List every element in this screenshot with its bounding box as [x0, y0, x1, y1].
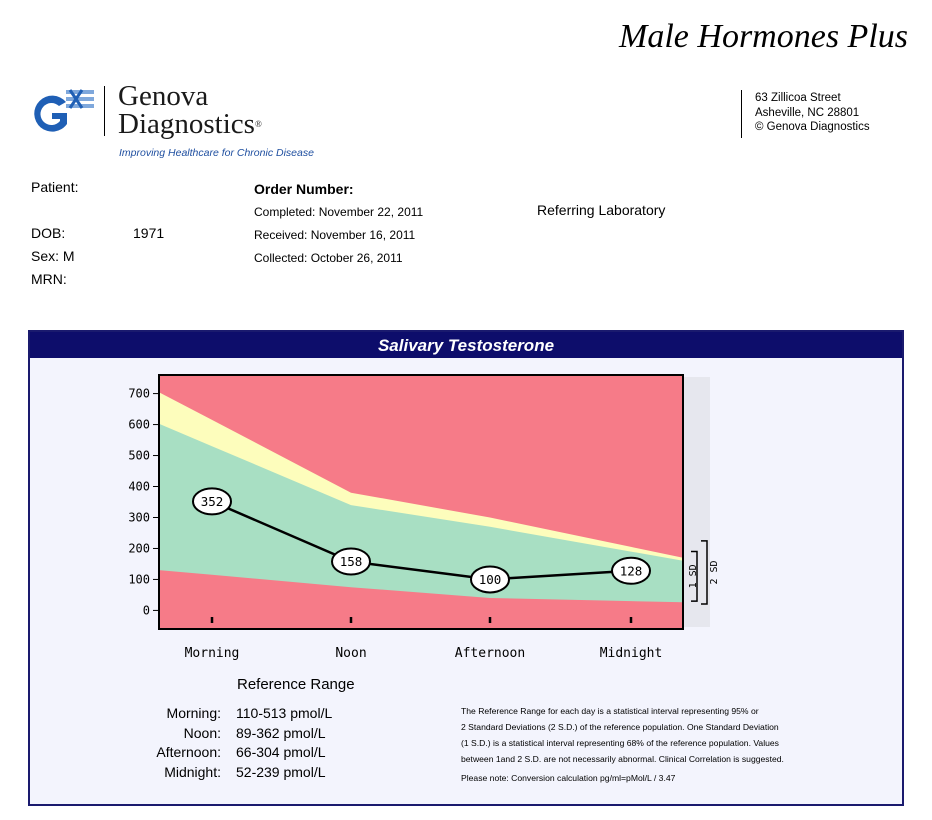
note-line: The Reference Range for each day is a statistical interval representing 95% or: [461, 706, 759, 716]
range-label: Noon:: [183, 724, 221, 741]
y-tick-label: 400: [128, 479, 150, 494]
data-label: 352: [200, 493, 224, 509]
report-title: Male Hormones Plus: [619, 18, 908, 55]
logo-divider: [104, 86, 105, 136]
testosterone-chart: [110, 365, 730, 675]
data-label: 100: [478, 571, 502, 587]
range-label: Morning:: [166, 705, 221, 721]
range-value: 66-304 pmol/L: [236, 744, 326, 760]
registered-mark: ®: [254, 119, 262, 129]
completed-date: Completed: November 22, 2011: [254, 205, 424, 219]
x-tick-label: Morning: [184, 646, 240, 661]
y-tick-label: 200: [128, 541, 150, 556]
address-divider: [741, 90, 742, 138]
address-copyright: © Genova Diagnostics: [755, 121, 870, 133]
collected-date: Collected: October 26, 2011: [254, 251, 403, 265]
sd-label: 1 SD: [688, 564, 699, 589]
referring-lab: Referring Laboratory: [537, 202, 666, 218]
range-label: Afternoon:: [156, 744, 221, 760]
y-tick-label: 100: [128, 572, 150, 587]
sd-label: 2 SD: [709, 560, 720, 585]
conversion-note: Please note: Conversion calculation pg/ml=pMol/L / 3.47: [461, 773, 676, 783]
x-tick-label: Midnight: [599, 646, 663, 661]
range-value: 110-513 pmol/L: [236, 705, 333, 721]
order-number-label: Order Number:: [254, 181, 354, 197]
range-label: Midnight:: [164, 763, 221, 780]
note-line: between 1and 2 S.D. are not necessarily abnormal. Clinical Correlation is suggested.: [461, 754, 784, 764]
reference-range-title: Reference Range: [237, 676, 355, 693]
data-label: 158: [339, 553, 363, 569]
dob-label: DOB:: [31, 225, 66, 241]
x-tick-label: Afternoon: [454, 646, 526, 661]
y-tick-label: 0: [142, 603, 150, 618]
data-label: 128: [619, 563, 643, 579]
x-tick-label: Noon: [335, 646, 367, 661]
sex-label: Sex: M: [31, 248, 75, 264]
brand-name-line1: Genova: [118, 80, 209, 112]
brand-name: [118, 82, 262, 138]
y-tick-label: 500: [128, 448, 150, 463]
received-date: Received: November 16, 2011: [254, 228, 416, 242]
range-value: 89-362 pmol/L: [236, 724, 326, 741]
lab-address: [755, 91, 870, 135]
brand-tagline: Improving Healthcare for Chronic Disease: [119, 147, 314, 159]
range-value: 52-239 pmol/L: [236, 763, 326, 780]
brand-name-line2: Diagnostics: [118, 108, 255, 140]
genova-logo-icon: [26, 88, 96, 138]
y-tick-label: 700: [128, 386, 150, 401]
y-tick-label: 300: [128, 510, 150, 525]
address-street: 63 Zillicoa Street: [755, 92, 841, 104]
mrn-label: MRN:: [31, 271, 67, 287]
patient-label: Patient:: [31, 179, 79, 195]
dob-value: 1971: [133, 225, 165, 241]
reference-note: [461, 703, 821, 767]
y-tick-label: 600: [128, 417, 150, 432]
note-line: (1 S.D.) is a statistical interval representing 68% of the reference population. Values: [461, 738, 779, 748]
note-line: 2 Standard Deviations (2 S.D.) of the reference population. One Standard Deviation: [461, 722, 779, 732]
panel-title: Salivary Testosterone: [30, 332, 902, 358]
address-city: Asheville, NC 28801: [755, 106, 860, 119]
